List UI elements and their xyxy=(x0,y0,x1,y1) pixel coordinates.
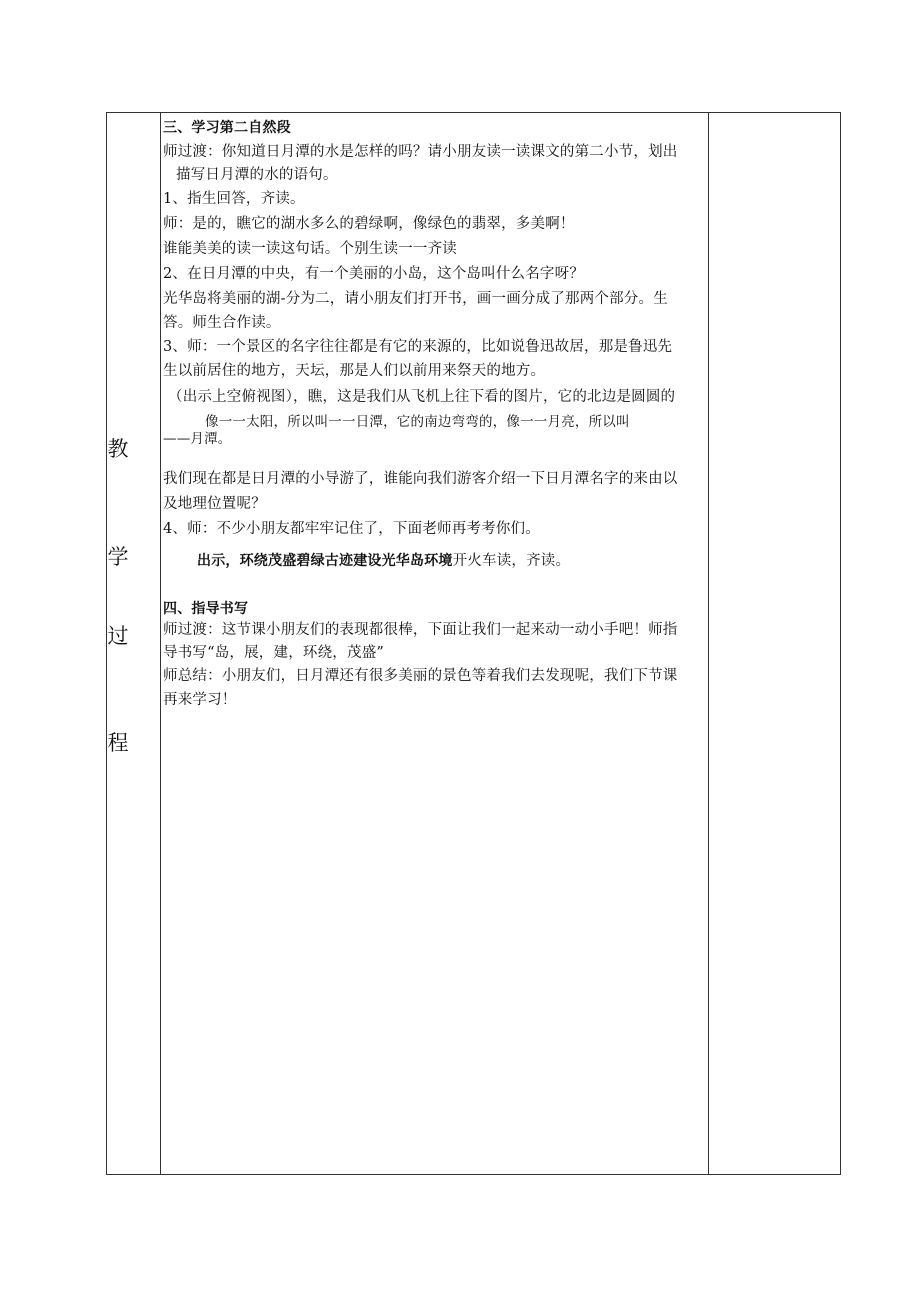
paragraph-line xyxy=(197,550,570,572)
paragraph-line: 3、师：一个景区的名字往往都是有它的来源的，比如说鲁迅故居，那是鲁迅先 xyxy=(163,339,673,355)
side-label-char: 教 xyxy=(107,437,129,461)
paragraph-line: 答。师生合作读。 xyxy=(163,315,281,331)
paragraph-line: 描写日月潭的水的语句。 xyxy=(176,167,338,183)
paragraph-line: 我们现在都是日月潭的小导游了，谁能向我们游客介绍一下日月潭名字的来由以 xyxy=(163,471,678,487)
side-label-char: 程 xyxy=(107,731,129,755)
paragraph-line: 谁能美美的读一读这句话。个别生读一一齐读 xyxy=(163,241,457,257)
paragraph-line: 导书写“岛，展，建，环绕，茂盛” xyxy=(163,645,385,661)
paragraph-line: 师过渡：你知道日月潭的水是怎样的吗？请小朋友读一读课文的第二小节，划出 xyxy=(163,144,678,160)
paragraph-line: 像一一太阳，所以叫一一日潭，它的南边弯弯的，像一一月亮，所以叫 xyxy=(205,414,630,430)
paragraph-line: 师总结：小朋友们，日月潭还有很多美丽的景色等着我们去发现呢，我们下节课 xyxy=(163,668,678,684)
paragraph-line: 再来学习！ xyxy=(163,692,237,708)
side-label-char: 过 xyxy=(107,624,129,648)
section-heading: 三、学习第二自然段 xyxy=(163,120,291,136)
paragraph-line: 师过渡：这节课小朋友们的表现都很棒，下面让我们一起来动一动小手吧！师指 xyxy=(163,622,678,638)
paragraph-line: 4、师：不少小朋友都牢牢记住了，下面老师再考考你们。 xyxy=(163,521,540,537)
paragraph-line: 及地理位置呢？ xyxy=(163,496,266,512)
table-cell-notes xyxy=(708,112,841,1175)
paragraph-line: 1、指生回答，齐读。 xyxy=(163,191,305,207)
phrase-rest: 开火车读，齐读。 xyxy=(452,553,571,569)
section-heading: 四、指导书写 xyxy=(163,601,249,617)
paragraph-line: 光华岛将美丽的湖-分为二，请小朋友们打开书，画一画分成了那两个部分。生 xyxy=(163,291,668,307)
bold-phrase: 出示，环绕茂盛碧绿古迹建设光华岛环境 xyxy=(197,553,453,569)
paragraph-line: 师：是的，瞧它的湖水多么的碧绿啊，像绿色的翡翠，多美啊！ xyxy=(163,216,575,232)
paragraph-line: 生以前居住的地方，天坛，那是人们以前用来祭天的地方。 xyxy=(163,363,546,379)
paragraph-line: ——月潭。 xyxy=(163,431,232,447)
paragraph-line: （出示上空俯视图），瞧，这是我们从飞机上往下看的图片，它的北边是圆圆的 xyxy=(168,389,676,405)
paragraph-line: 2、在日月潭的中央，有一个美丽的小岛，这个岛叫什么名字呀？ xyxy=(163,266,585,282)
side-label-char: 学 xyxy=(107,545,129,569)
